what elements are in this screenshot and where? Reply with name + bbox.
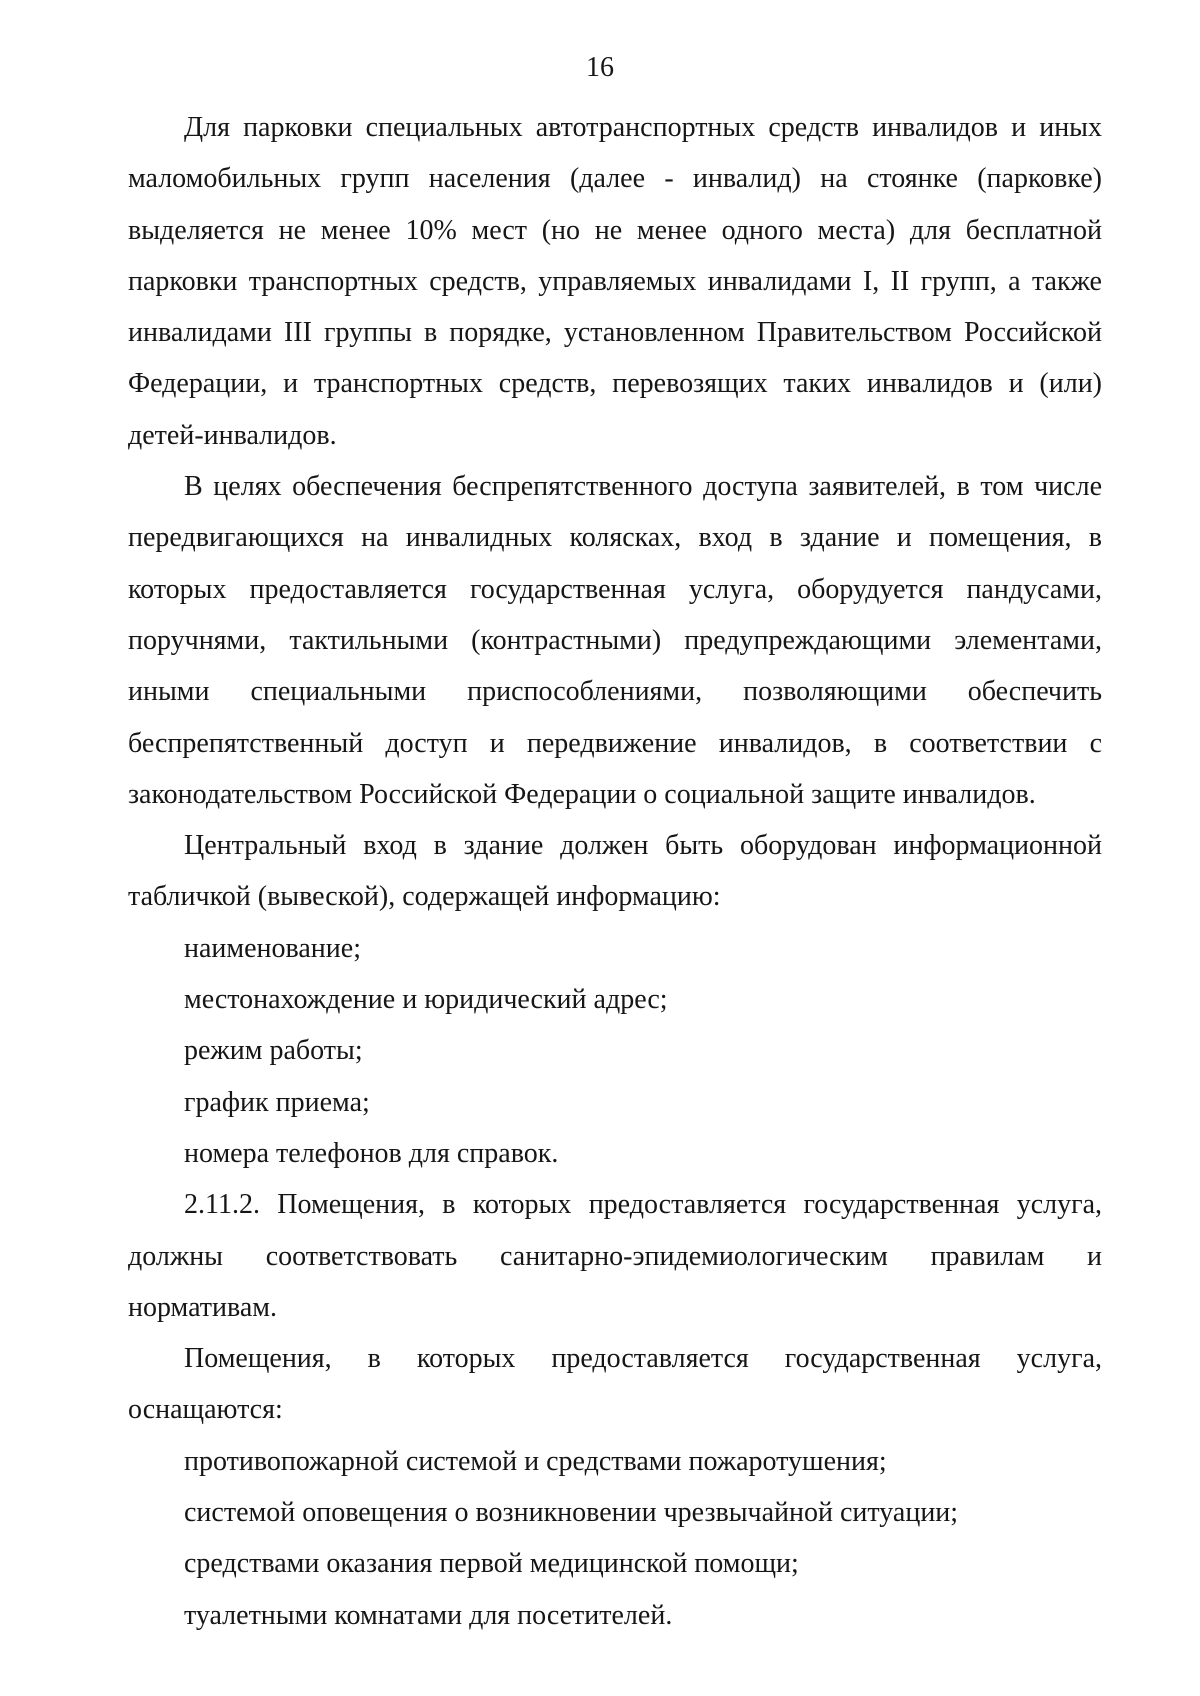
paragraph-equipment: Помещения, в которых предоставляется государственная услуга, оснащаются: bbox=[128, 1343, 1102, 1426]
paragraph-accessibility: В целях обеспечения беспрепятственного доступа заявителей, в том числе передвигающихся на инвалидных колясках, вход в здание и помещения, в которых предоставляется государственная услуга, оборудуется пандусами, поручнями, тактильными (контрастными) предупреждающими элементами, иными специальными приспособлениями, позволяющими обеспечить беспрепятственный доступ и передвижение инвалидов, в соответствии с законодательством Российской Федерации о социальной защите инвалидов. bbox=[128, 471, 1102, 810]
list-item: график приема; bbox=[184, 1086, 370, 1118]
list-item: номера телефонов для справок. bbox=[184, 1137, 559, 1169]
list-item: режим работы; bbox=[184, 1035, 363, 1067]
list-item: системой оповещения о возникновении чрезвычайной ситуации; bbox=[184, 1497, 959, 1529]
list-item: туалетными комнатами для посетителей. bbox=[184, 1599, 673, 1631]
paragraph-sanitary-rules: 2.11.2. Помещения, в которых предоставляется государственная услуга, должны соответствовать санитарно-эпидемиологическим правилам и нормативам. bbox=[128, 1189, 1102, 1323]
list-item: противопожарной системой и средствами пожаротушения; bbox=[184, 1445, 887, 1477]
document-body bbox=[128, 102, 1102, 1641]
paragraph-parking: Для парковки специальных автотранспортных средств инвалидов и иных маломобильных групп населения (далее - инвалид) на стоянке (парковке) выделяется не менее 10% мест (но не менее одного места) для бесплатной парковки транспортных средств, управляемых инвалидами I, II групп, а также инвалидами III группы в порядке, установленном Правительством Российской Федерации, и транспортных средств, перевозящих таких инвалидов и (или) детей-инвалидов. bbox=[128, 112, 1102, 451]
paragraph-entrance-sign: Центральный вход в здание должен быть оборудован информационной табличкой (вывеской), содержащей информацию: bbox=[128, 830, 1102, 913]
list-item: средствами оказания первой медицинской помощи; bbox=[184, 1548, 799, 1580]
page-number: 16 bbox=[586, 52, 614, 83]
list-item: наименование; bbox=[184, 932, 361, 964]
list-item: местонахождение и юридический адрес; bbox=[184, 984, 668, 1016]
